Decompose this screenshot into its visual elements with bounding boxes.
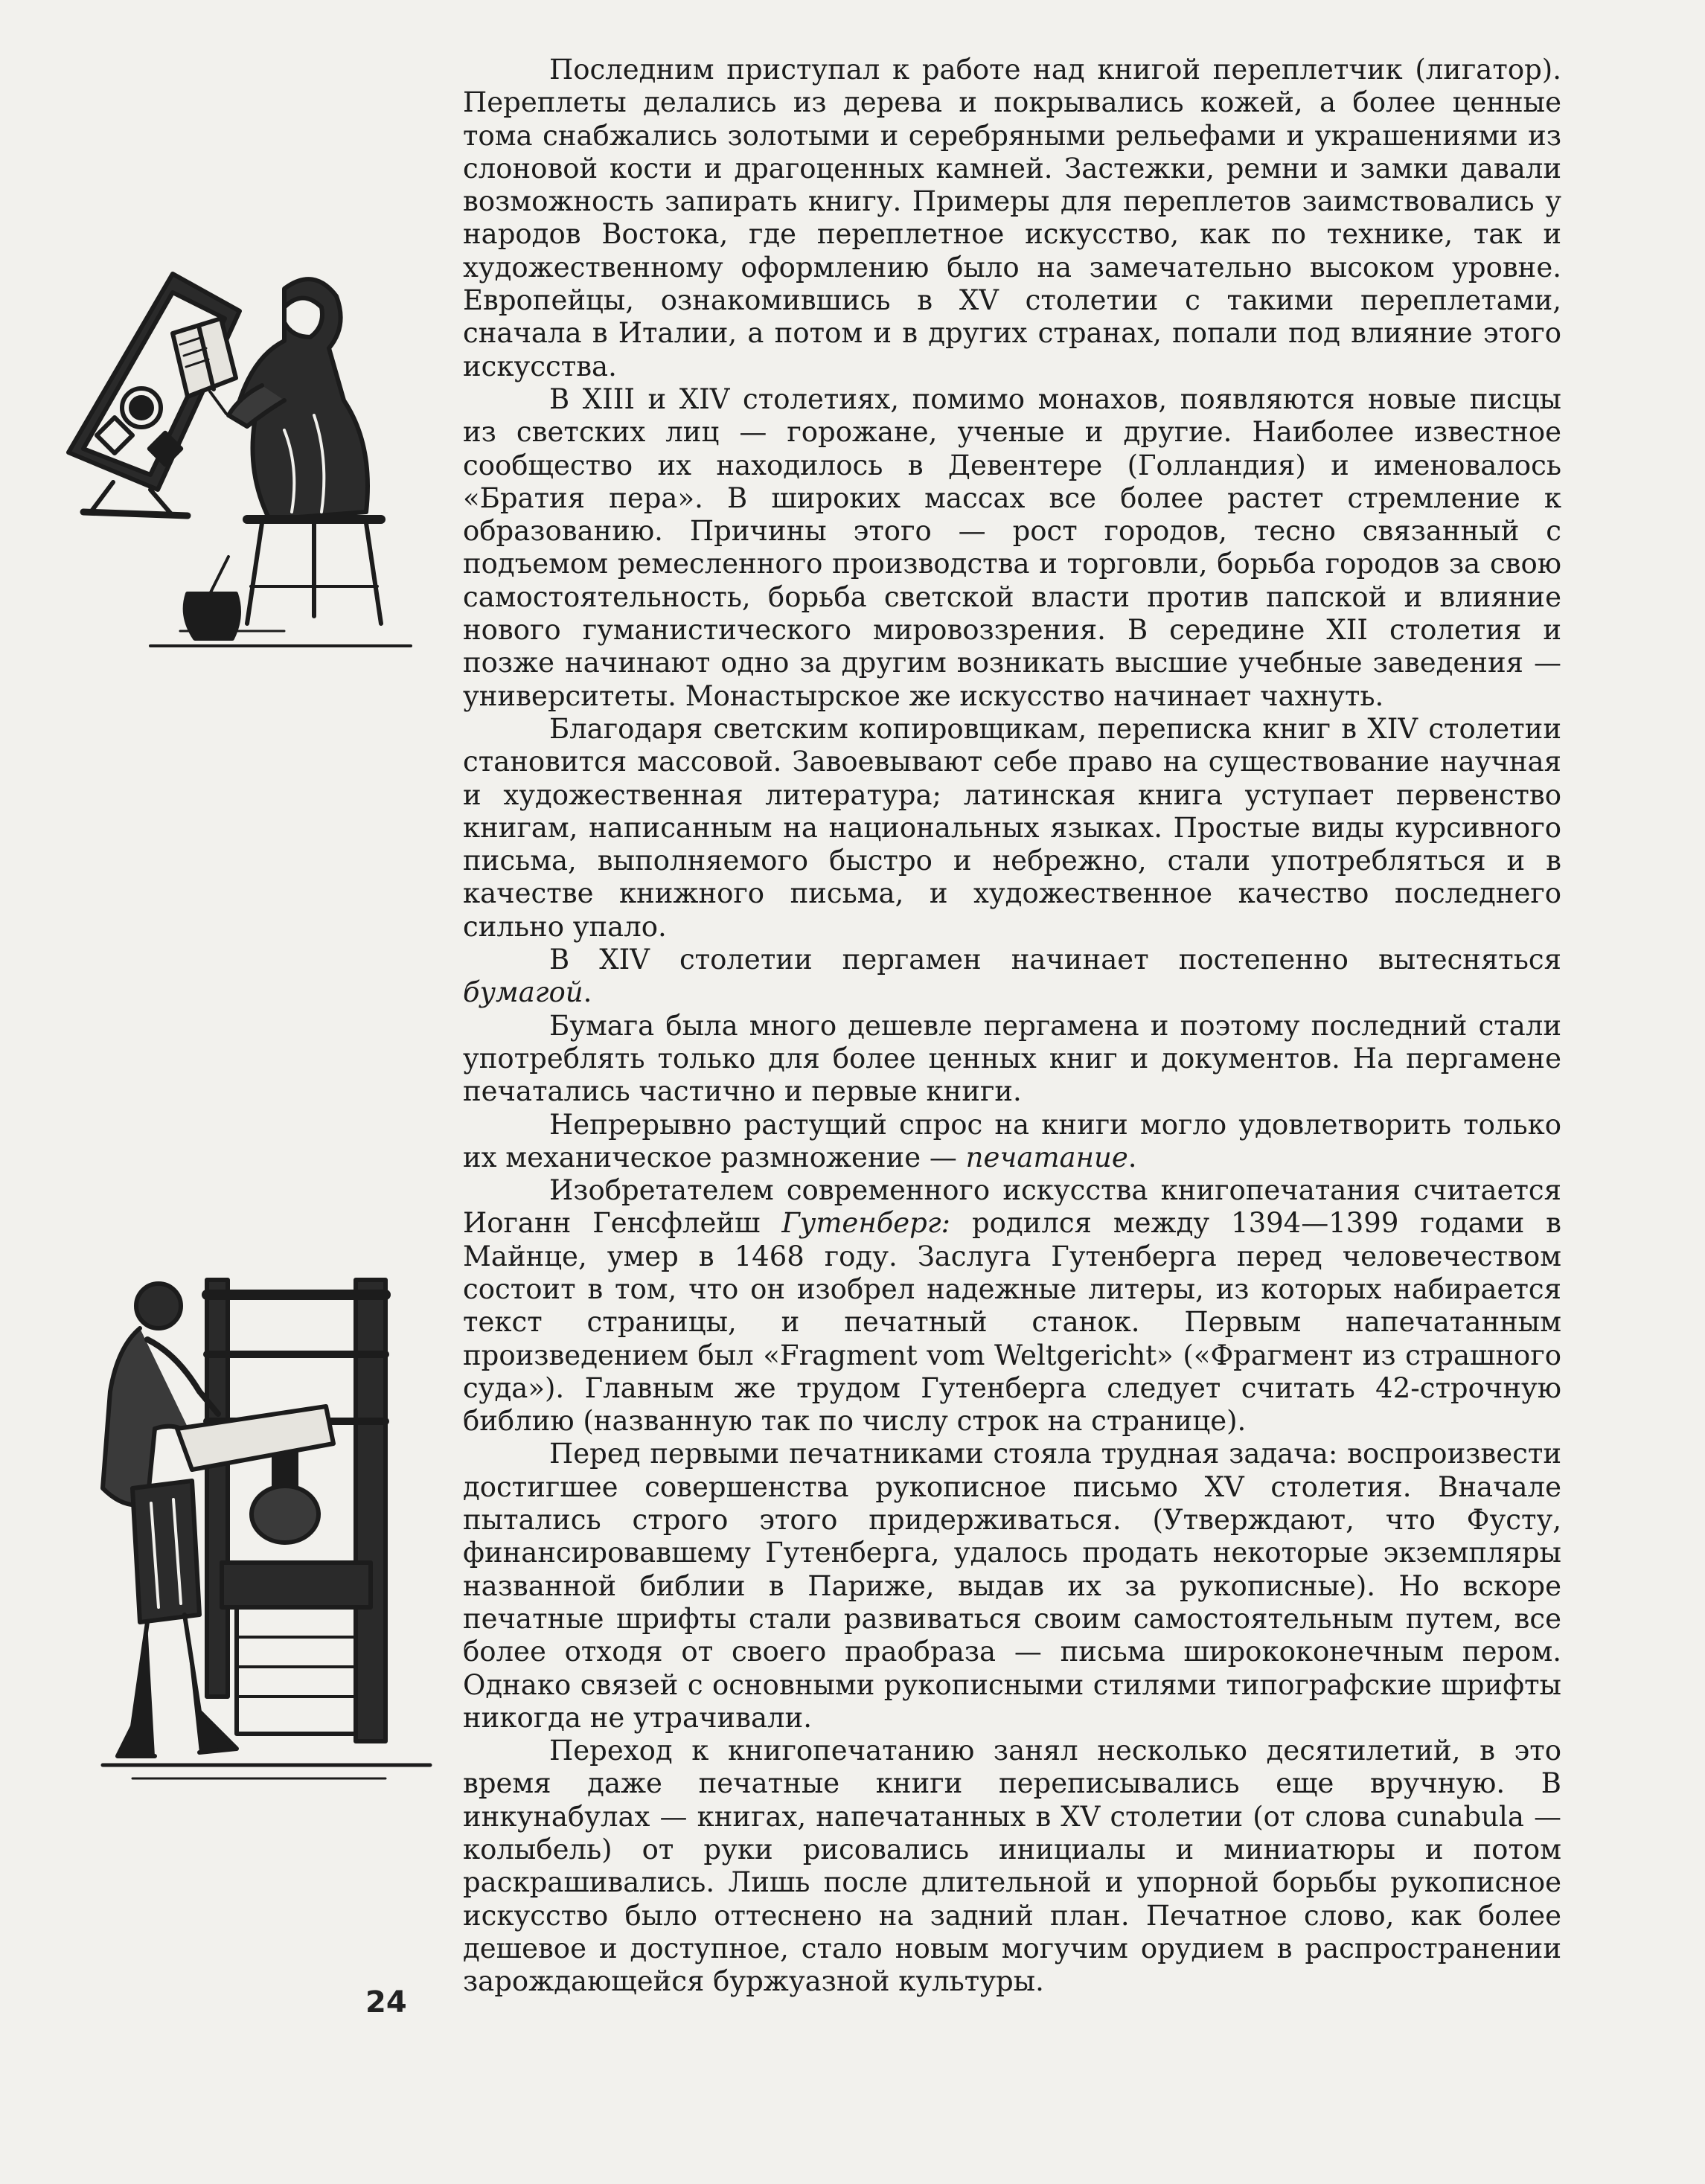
paragraph-text: .: [1127, 1141, 1137, 1173]
printer-illustration: [88, 1265, 441, 1786]
paragraph-text: родился между 1394—1399 годами в Майнце, умер в 1468 году. Заслуга Гутенберга перед человечеством состоит в том, что он изобрел надежные литеры, из которых набирается текст страницы, и печатный станок. Первым напечатанным произведением был «Fragment vom Weltgericht» («Фрагмент из страшного суда»). Главным же трудом Гутенберга следует считать 42-строчную библию (названную так по числу строк на странице).: [463, 1207, 1562, 1438]
paragraph: Переход к книгопечатанию занял несколько десятилетий, в это время даже печатные книги переписывались еще вручную. В инкунабулах — книгах, напечатанных в XV столетии (от слова cunabula — колыбель) от руки рисовались инициалы и миниатюры и потом раскрашивались. Лишь после длительной и упорной борьбы рукописное искусство было оттеснено на задний план. Печатное слово, как более дешевое и доступное, стало новым могучим орудием в распространении зарождающейся буржуазной культуры.: [463, 1735, 1561, 1998]
paragraph: В XIII и XIV столетиях, помимо монахов, появляются новые писцы из светских лиц — горожане, ученые и другие. Наиболее известное сообщество их находилось в Девентере (Голландия) и именовалось «Братия пера». В широких массах все более растет стремление к образованию. Причины этого — рост городов, тесно связанный с подъемом ремесленного производства и торговли, борьба городов за свою самостоятельность, борьба светской власти против папской и влияние нового гуманистического мировоззрения. В середине XII столетия и позже начинают одно за другим возникать высшие учебные заведения — университеты. Монастырское же искусство начинает чахнуть.: [463, 382, 1561, 712]
paragraph-text: .: [583, 976, 592, 1009]
paragraph-text: Изобретателем современного искусства книгопечатания считается Иоганн Генсфлейш: [463, 1174, 1561, 1240]
printer-engraving: [88, 1265, 441, 1786]
paragraph-text: Непрерывно растущий спрос на книги могло удовлетворить только их механическое размножение —: [463, 1108, 1561, 1173]
scribe-illustration: [61, 266, 417, 653]
emphasis: бумагой: [463, 976, 583, 1009]
paragraph: Перед первыми печатниками стояла трудная задача: воспроизвести достигшее совершенства рукописное письмо XV столетия. Вначале пытались строго этого придерживаться. (Утверждают, что Фусту, финансировавшему Гутенберга, удалось продать некоторые экземпляры названной библии в Париже, выдав их за рукописные). Но вскоре печатные шрифты стали развиваться своим самостоятельным путем, все более отходя от своего праобраза — письма ширококонечным пером. Однако связей с основными рукописными стилями типографские шрифты никогда не утрачивали.: [463, 1438, 1561, 1734]
emphasis: печатание: [965, 1141, 1128, 1173]
page-number: 24: [365, 1985, 407, 2020]
emphasis: Гутенберг:: [781, 1207, 951, 1240]
main-text: [463, 54, 1561, 1999]
paragraph-text: В XIV столетии пергамен начинает постепенно вытесняться: [549, 944, 1561, 976]
paragraph: Последним приступал к работе над книгой переплетчик (лигатор). Переплеты делались из дерева и покрывались кожей, а более ценные тома снабжались золотыми и серебряными рельефами и украшениями из слоновой кости и драгоценных камней. Застежки, ремни и замки давали возможность запирать книгу. Примеры для переплетов заимствовались у народов Востока, где переплетное искусство, как по технике, так и художественному оформлению было на замечательно высоком уровне. Европейцы, ознакомившись в XV столетии с такими переплетами, сначала в Италии, а потом и в других странах, попали под влияние этого искусства.: [463, 54, 1561, 382]
paragraph: Благодаря светским копировщикам, переписка книг в XIV столетии становится массовой. Завоевывают себе право на существование научная и художественная литература; латинская книга уступает первенство книгам, написанным на национальных языках. Простые виды курсивного письма, выполняемого быстро и небрежно, стали употребляться и в качестве книжного письма, и художественное качество последнего сильно упало.: [463, 712, 1561, 943]
paragraph: [463, 1174, 1561, 1438]
scribe-engraving: [61, 266, 417, 653]
paragraph: Бумага была много дешевле пергамена и поэтому последний стали употреблять только для более ценных книг и документов. На пергамене печатались частично и первые книги.: [463, 1009, 1561, 1108]
paragraph: [463, 1109, 1561, 1175]
paragraph: [463, 944, 1561, 1010]
